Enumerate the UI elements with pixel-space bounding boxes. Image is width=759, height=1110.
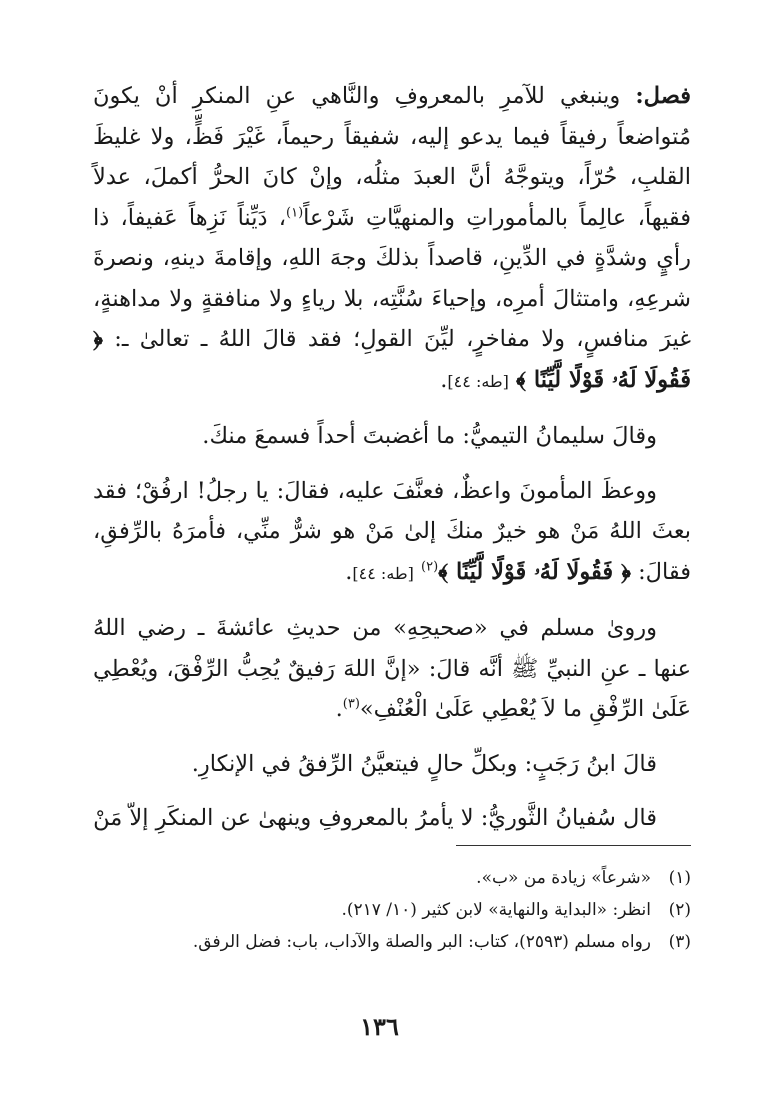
section-label: فصل: [635, 83, 691, 109]
paragraph-text: قال سُفيانُ الثَّوريُّ: لا يأمرُ بالمعروفِ وينهىٰ عن المنكَرِ إلاّ مَنْ [93, 805, 657, 831]
footnotes [93, 862, 691, 958]
period: . [345, 558, 353, 585]
paragraph-text-continued: ، دَيِّناً نَزِهاً عَفيفاً، ذا رأيٍ وشدَّةٍ في الدِّينِ، قاصداً بذلكَ وجهَ اللهِ، وإقامةَ دينهِ، ونصرةَ شرعِهِ، وامتثالَ أمرِه، وإحياءَ سُنَّتِه، بلا رياءٍ ولا منافقةٍ ولا مداهنةٍ، غيرَ منافسٍ، ولا مفاخرٍ، ليِّنَ القولِ؛ فقد قالَ اللهُ ـ تعالىٰ ـ: [93, 204, 692, 352]
footnote-marker-1: (١) [286, 205, 304, 220]
main-text [93, 76, 691, 853]
paragraph-3 [93, 471, 691, 595]
paragraph-6 [93, 798, 691, 839]
footnote-number: (٣) [668, 932, 691, 952]
footnote-number: (٢) [668, 900, 691, 920]
quran-verse: ﴿ فَقُولَا لَهُۥ قَوْلًا لَّيِّنًا ﴾ [438, 558, 631, 585]
footnote-2 [93, 894, 691, 926]
paragraph-text: قالَ ابنُ رَجَبٍ: وبكلِّ حالٍ فيتعيَّنُ الرِّفقُ في الإنكارِ. [191, 750, 657, 777]
footnote-3 [93, 926, 691, 958]
footnote-marker-3: (٣) [342, 696, 360, 712]
paragraph-text: وقالَ سليمانُ التيميُّ: ما أغضبتَ أحداً فسمعَ منكَ. [202, 423, 657, 449]
paragraph-1 [93, 76, 691, 402]
footnote-text: «شرعاً» زيادة من «ب». [476, 868, 651, 888]
footnote-divider [456, 845, 691, 846]
paragraph-4 [93, 608, 691, 730]
verse-reference: [طه: ٤٤] [447, 371, 509, 391]
footnote-text: رواه مسلم (٢٥٩٣)، كتاب: البر والصلة والآداب، باب: فضل الرفق. [192, 932, 651, 952]
paragraph-5 [93, 744, 691, 785]
period: . [440, 366, 448, 393]
paragraph-text: وينبغي للآمرِ بالمعروفِ والنَّاهي عنِ المنكرِ أنْ يكونَ مُتواضعاً رفيقاً فيما يدعو إليه، شفيقاً رحيماً، غَيْرَ فَظٍّ، ولا غليظَ القلبِ، حُرّاً، ويتوجَّهُ أنَّ العبدَ مثلُه، وإنْ كانَ الحرُّ أكملَ، عدلاً فقيهاً، عالِماً بالمأموراتِ والمنهيَّاتِ شَرْعاً [93, 83, 691, 231]
verse-reference: [طه: ٤٤] [352, 563, 414, 583]
footnote-number: (١) [668, 868, 691, 888]
paragraph-text: وروىٰ مسلم في «صحيحِهِ» من حديثِ عائشةَ ـ رضي اللهُ عنها ـ عنِ النبيِّ ﷺ أنَّه قالَ: «إنَّ اللهَ رَفيقٌ يُحِبُّ الرِّفْقَ، ويُعْطِي عَلَىٰ الرِّفْقِ ما لاَ يُعْطِي عَلَىٰ الْعُنْفِ» [93, 615, 691, 722]
footnote-text: انظر: «البداية والنهاية» لابن كثير (١٠/ ٢١٧). [341, 900, 651, 920]
quran-verse: ﴿ فَقُولَا لَهُۥ قَوْلًا لَّيِّنًا ﴾ [93, 326, 691, 393]
paragraph-2 [93, 416, 691, 457]
footnote-1 [93, 862, 691, 894]
page-number: ١٣٦ [360, 1012, 399, 1041]
period: . [335, 696, 343, 722]
paragraph-text: ووعظَ المأمونَ واعظٌ، فعنَّفَ عليه، فقالَ: يا رجلُ! ارفُقْ؛ فقد بعثَ اللهُ مَنْ هو خيرٌ منكَ إلىٰ مَنْ هو شرٌّ منِّي، فأمرَهُ بالرِّفقِ، فقالَ: [93, 477, 691, 585]
footnote-marker-2: (٢) [421, 559, 439, 574]
